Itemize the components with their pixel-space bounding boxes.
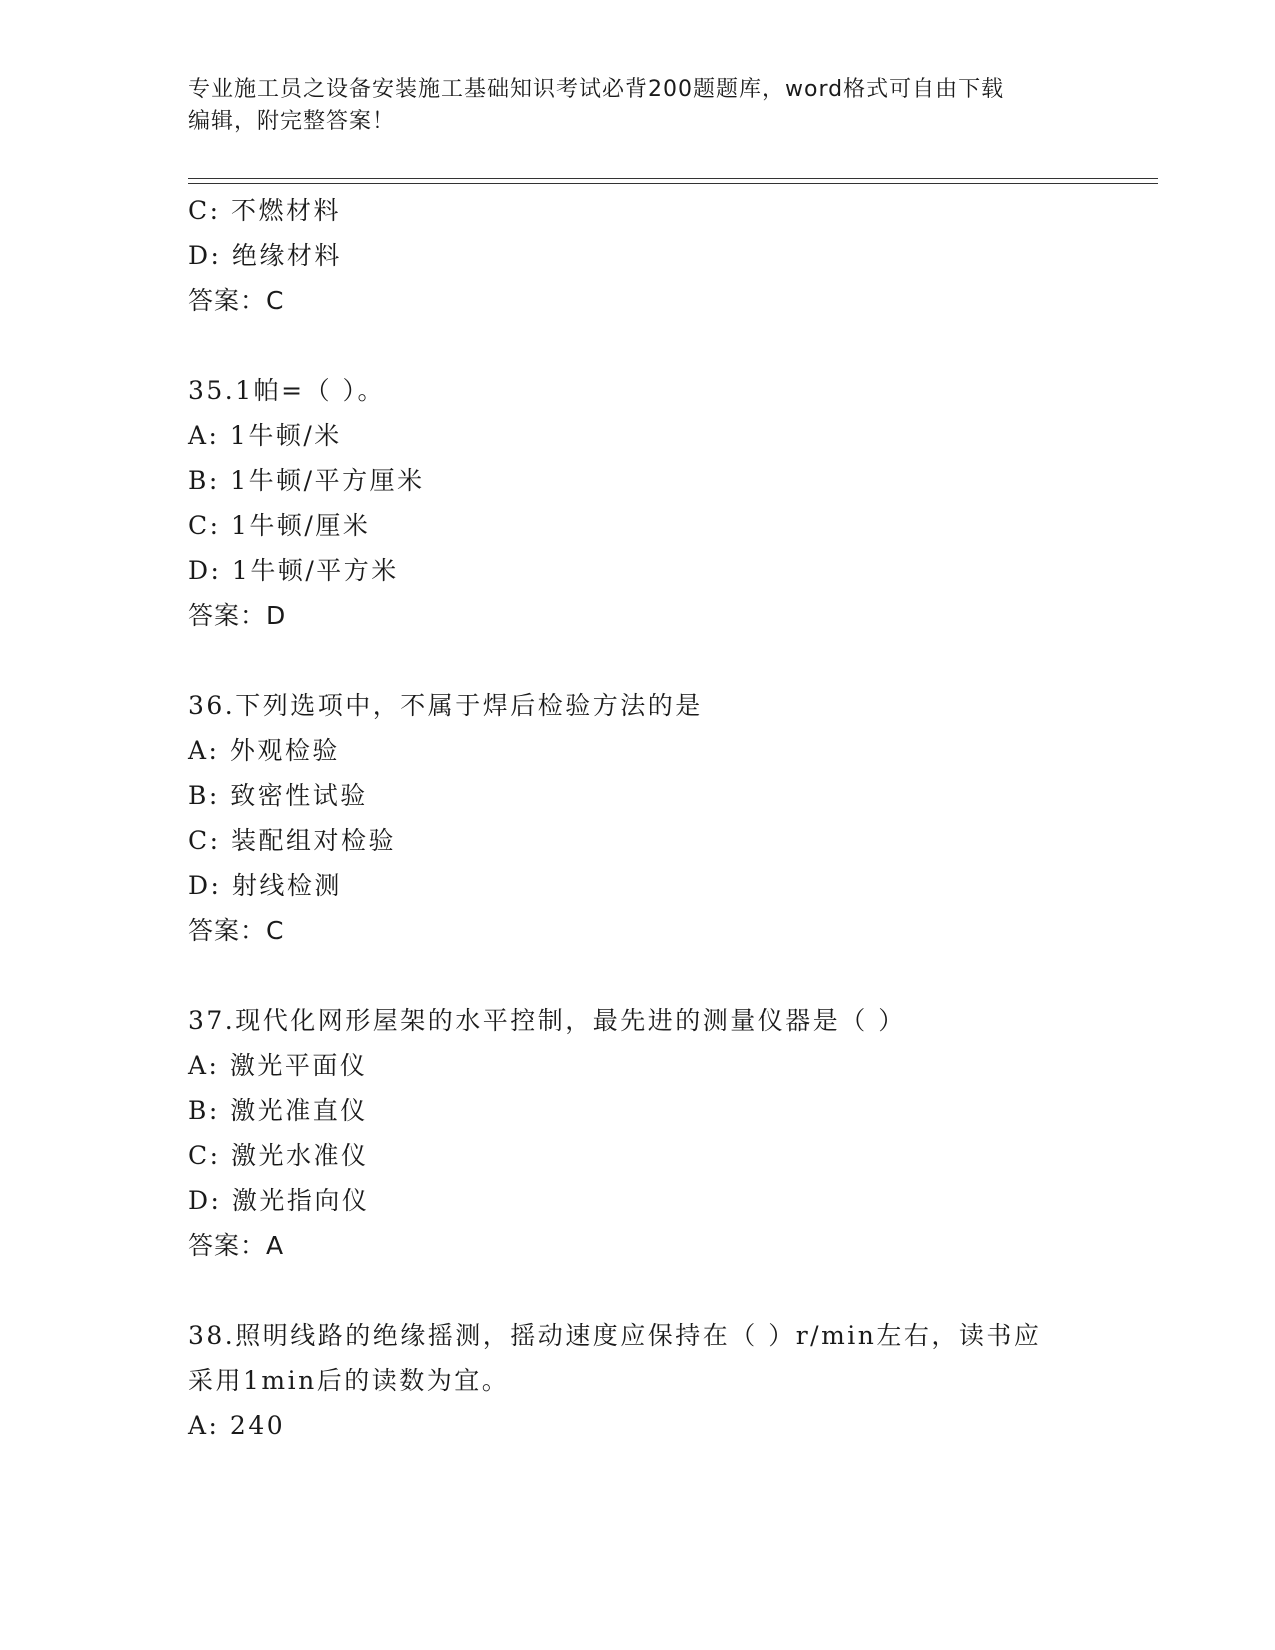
q37-option-d: D: 激光指向仪 (188, 1186, 370, 1215)
q36-question: 36.下列选项中，不属于焊后检验方法的是 (188, 691, 703, 720)
q36-option-a: A: 外观检验 (188, 736, 340, 765)
q34-option-d: D: 绝缘材料 (188, 241, 342, 270)
header-divider-top (188, 178, 1158, 179)
q37-option-a: A: 激光平面仪 (188, 1051, 368, 1080)
q35-option-c: C: 1牛顿/厘米 (188, 511, 371, 540)
q34-option-c: C: 不燃材料 (188, 196, 341, 225)
q38-question-line-2: 采用1min后的读数为宜。 (188, 1366, 510, 1395)
q35-option-a: A: 1牛顿/米 (188, 421, 342, 450)
q36-option-b: B: 致密性试验 (188, 781, 368, 810)
q35-answer: 答案：D (188, 601, 287, 630)
document-header (188, 74, 1088, 138)
q36-answer: 答案：C (188, 916, 285, 945)
q37-option-b: B: 激光准直仪 (188, 1096, 368, 1125)
q35-option-b: B: 1牛顿/平方厘米 (188, 466, 425, 495)
header-title-line-1: 专业施工员之设备安装施工基础知识考试必背200题题库，word格式可自由下载 (188, 77, 1005, 102)
q37-question: 37.现代化网形屋架的水平控制，最先进的测量仪器是（ ） (188, 1006, 906, 1035)
q34-answer: 答案：C (188, 286, 285, 315)
header-divider-bottom (188, 183, 1158, 184)
q37-answer: 答案：A (188, 1231, 285, 1260)
q38-option-a: A: 240 (188, 1411, 286, 1440)
q36-option-d: D: 射线检测 (188, 871, 342, 900)
q38-question-line-1: 38.照明线路的绝缘摇测，摇动速度应保持在（ ）r/min左右，读书应 (188, 1321, 1042, 1350)
q37-option-c: C: 激光水准仪 (188, 1141, 369, 1170)
q36-option-c: C: 装配组对检验 (188, 826, 396, 855)
q35-question: 35.1帕=（ ）。 (188, 376, 386, 405)
header-title-line-2: 编辑，附完整答案！ (188, 109, 396, 134)
q35-option-d: D: 1牛顿/平方米 (188, 556, 399, 585)
